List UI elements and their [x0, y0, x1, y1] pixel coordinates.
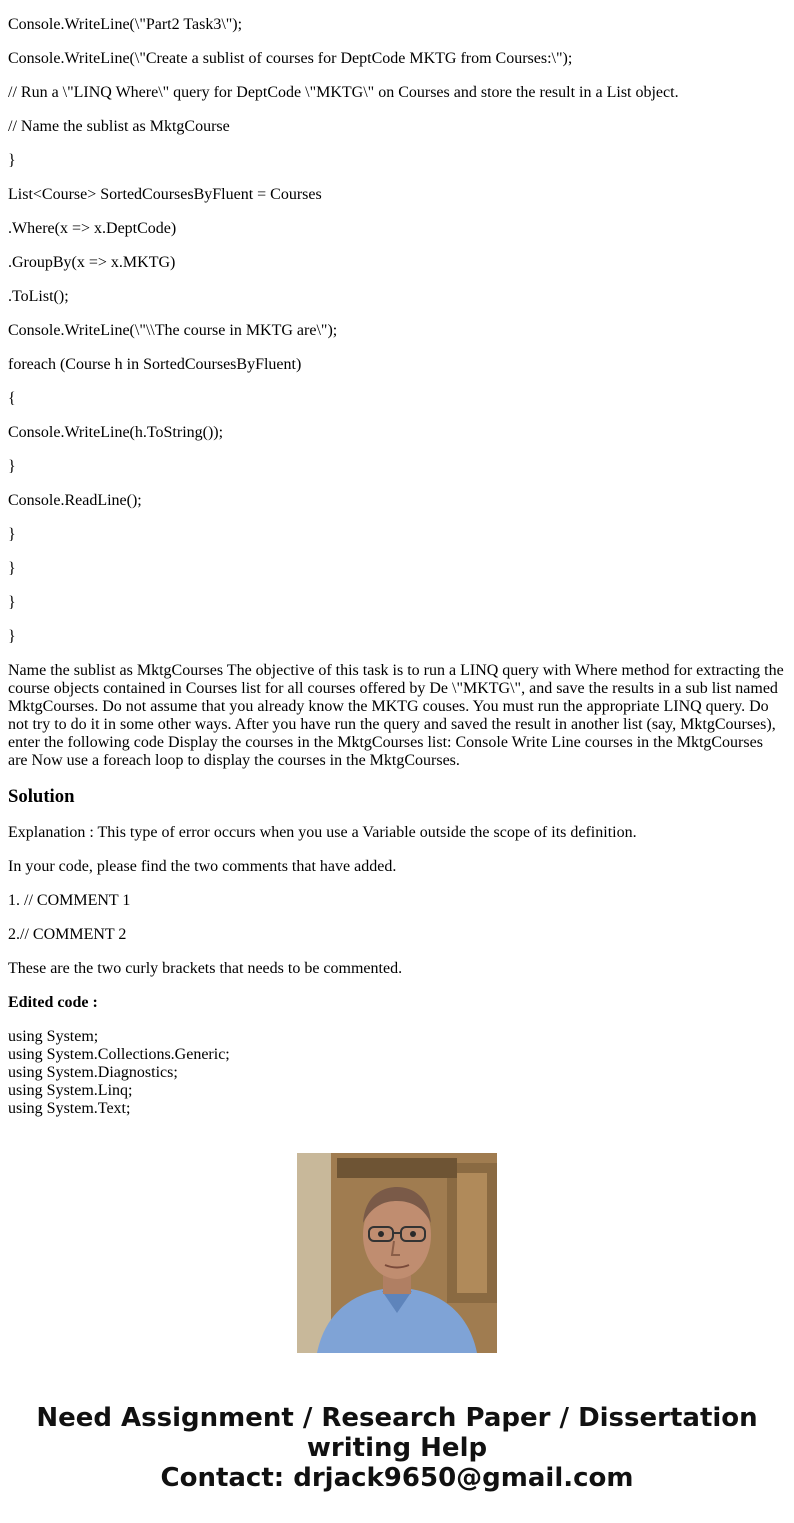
- code-line: {: [8, 390, 16, 407]
- code-line: }: [8, 560, 16, 577]
- person-photo-icon: [297, 1153, 497, 1353]
- code-line: Console.WriteLine(\"Create a sublist of courses for DeptCode MKTG from Courses:\");: [8, 50, 573, 67]
- code-line: Console.WriteLine(h.ToString());: [8, 424, 224, 441]
- using-line: using System.Text;: [8, 1100, 131, 1117]
- code-line: }: [8, 526, 16, 543]
- code-line: }: [8, 152, 16, 169]
- edited-code-block: [8, 1028, 786, 1117]
- promo-banner: [0, 1403, 794, 1493]
- code-line: // Name the sublist as MktgCourse: [8, 118, 230, 135]
- solution-explanation: Explanation : This type of error occurs when you use a Variable outside the scope of its definition.: [8, 824, 637, 841]
- promo-line-1: Need Assignment / Research Paper / Dissertation: [36, 1403, 758, 1433]
- code-line: }: [8, 628, 16, 645]
- using-line: using System.Diagnostics;: [8, 1064, 178, 1081]
- code-line: .ToList();: [8, 288, 69, 305]
- promo-contact: Contact: drjack9650@gmail.com: [160, 1463, 634, 1493]
- solution-heading: Solution: [8, 786, 75, 807]
- code-line: foreach (Course h in SortedCoursesByFluent): [8, 356, 302, 373]
- code-line: }: [8, 458, 16, 475]
- question-content: [8, 0, 786, 1117]
- solution-find-comments: In your code, please find the two comments that have added.: [8, 858, 397, 875]
- using-line: using System;: [8, 1028, 99, 1045]
- promo-line-2: writing Help: [306, 1433, 488, 1463]
- code-line: Console.ReadLine();: [8, 492, 142, 509]
- author-avatar: [297, 1153, 497, 1353]
- using-line: using System.Collections.Generic;: [8, 1046, 230, 1063]
- solution-comment-2: 2.// COMMENT 2: [8, 926, 127, 943]
- code-line: }: [8, 594, 16, 611]
- code-line: // Run a \"LINQ Where\" query for DeptCode \"MKTG\" on Courses and store the result in a List object.: [8, 84, 679, 101]
- code-line: Console.WriteLine(\"Part2 Task3\");: [8, 16, 243, 33]
- edited-code-label: Edited code :: [8, 994, 98, 1011]
- solution-comment-1: 1. // COMMENT 1: [8, 892, 131, 909]
- code-line: .Where(x => x.DeptCode): [8, 220, 177, 237]
- question-paragraph: Name the sublist as MktgCourses The objective of this task is to run a LINQ query with Where method for extracting the course objects contained in Courses list for all courses offered by De \"MKTG\", and save the results in a sub list named MktgCourses. Do not assume that you already know the MKTG couses. You must run the appropriate LINQ query. Do not try to do it in some other ways. After you have run the query and saved the result in another list (say, MktgCourses), enter the following code Display the courses in the MktgCourses list: Console Write Line courses in the MktgCourses are Now use a foreach loop to display the courses in the MktgCourses.: [8, 662, 784, 769]
- code-line: List<Course> SortedCoursesByFluent = Courses: [8, 186, 322, 203]
- solution-brackets-note: These are the two curly brackets that needs to be commented.: [8, 960, 403, 977]
- code-line: .GroupBy(x => x.MKTG): [8, 254, 176, 271]
- using-line: using System.Linq;: [8, 1082, 133, 1099]
- code-line: Console.WriteLine(\"\\The course in MKTG are\");: [8, 322, 338, 339]
